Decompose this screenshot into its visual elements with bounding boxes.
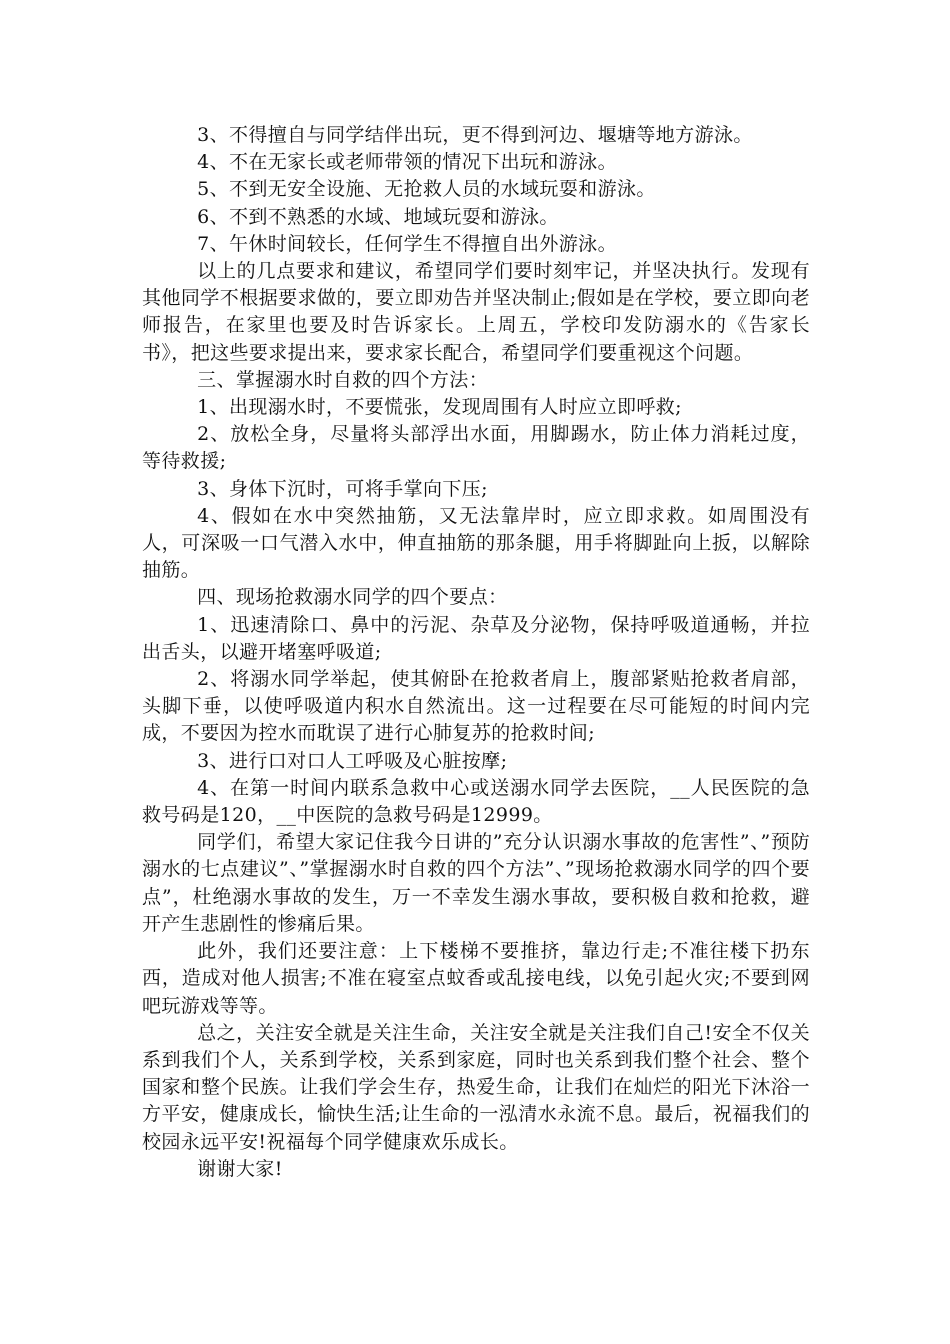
paragraph-requirements-summary: 以上的几点要求和建议，希望同学们要时刻牢记，并坚决执行。发现有其他同学不根据要求做的，要立即劝告并坚决制止;假如是在学校，要立即向老师报告，在家里也要及时告诉家长。上周五，学校印发防溺水的《告家长书》，把这些要求提出来，要求家长配合，希望同学们要重视这个问题。 (142, 260, 810, 364)
section-heading-on-site-rescue: 四、现场抢救溺水同学的四个要点： (197, 586, 508, 609)
self-rescue-item-3: 3、身体下沉时，可将手掌向下压; (197, 477, 488, 500)
self-rescue-item-2: 2、放松全身，尽量将头部浮出水面，用脚踢水，防止体力消耗过度，等待救援; (142, 423, 810, 473)
paragraph-item-4: 4、不在无家长或老师带领的情况下出玩和游泳。 (197, 151, 617, 174)
on-site-rescue-item-4: 4、在第一时间内联系急救中心或送溺水同学去医院，__人民医院的急救号码是120，__中医院的急救号码是12999。 (142, 776, 810, 827)
paragraph-conclusion: 总之，关注安全就是关注生命，关注安全就是关注我们自己!安全不仅关系到我们个人，关系到学校，关系到家庭，同时也关系到我们整个社会、整个国家和整个民族。让我们学会生存，热爱生命，让我们在灿烂的阳光下沐浴一方平安，健康成长，愉快生活;让生命的一泓清水永流不息。最后，祝福我们的校园永远平安!祝福每个同学健康欢乐成长。 (142, 1021, 810, 1153)
paragraph-item-5: 5、不到无安全设施、无抢救人员的水域玩耍和游泳。 (197, 178, 656, 201)
self-rescue-item-1: 1、出现溺水时，不要慌张，发现周围有人时应立即呼救; (197, 396, 682, 419)
paragraph-item-6: 6、不到不熟悉的水域、地域玩耍和游泳。 (197, 205, 559, 228)
section-heading-self-rescue: 三、掌握溺水时自救的四个方法： (197, 368, 489, 391)
on-site-rescue-item-3: 3、进行口对口人工呼吸及心脏按摩; (197, 749, 508, 772)
self-rescue-item-4: 4、假如在水中突然抽筋，又无法靠岸时，应立即求救。如周围没有人，可深吸一口气潜入水中，伸直抽筋的那条腿，用手将脚趾向上扳，以解除抽筋。 (142, 504, 810, 582)
on-site-rescue-item-1: 1、迅速清除口、鼻中的污泥、杂草及分泌物，保持呼吸道通畅，并拉出舌头，以避开堵塞呼吸道; (142, 613, 810, 663)
paragraph-additional-notes: 此外，我们还要注意：上下楼梯不要推挤，靠边行走;不准往楼下扔东西，造成对他人损害;不准在寝室点蚊香或乱接电线，以免引起火灾;不要到网吧玩游戏等等。 (142, 940, 810, 1017)
paragraph-item-3: 3、不得擅自与同学结伴出玩，更不得到河边、堰塘等地方游泳。 (197, 124, 753, 146)
paragraph-thanks: 谢谢大家! (197, 1157, 283, 1180)
paragraph-item-7: 7、午休时间较长，任何学生不得擅自出外游泳。 (197, 232, 617, 255)
on-site-rescue-item-2: 2、将溺水同学举起，使其俯卧在抢救者肩上，腹部紧贴抢救者肩部，头脚下垂，以使呼吸道内积水自然流出。这一过程要在尽可能短的时间内完成，不要因为控水而耽误了进行心肺复苏的抢救时间; (142, 668, 810, 745)
paragraph-recap: 同学们，希望大家记住我今日讲的”充分认识溺水事故的危害性”、”预防溺水的七点建议”、”掌握溺水时自救的四个方法”、”现场抢救溺水同学的四个要点”，杜绝溺水事故的发生，万一不幸发生溺水事故，要积极自救和抢救，避开产生悲剧性的惨痛后果。 (142, 831, 810, 935)
document-body (142, 122, 810, 1183)
